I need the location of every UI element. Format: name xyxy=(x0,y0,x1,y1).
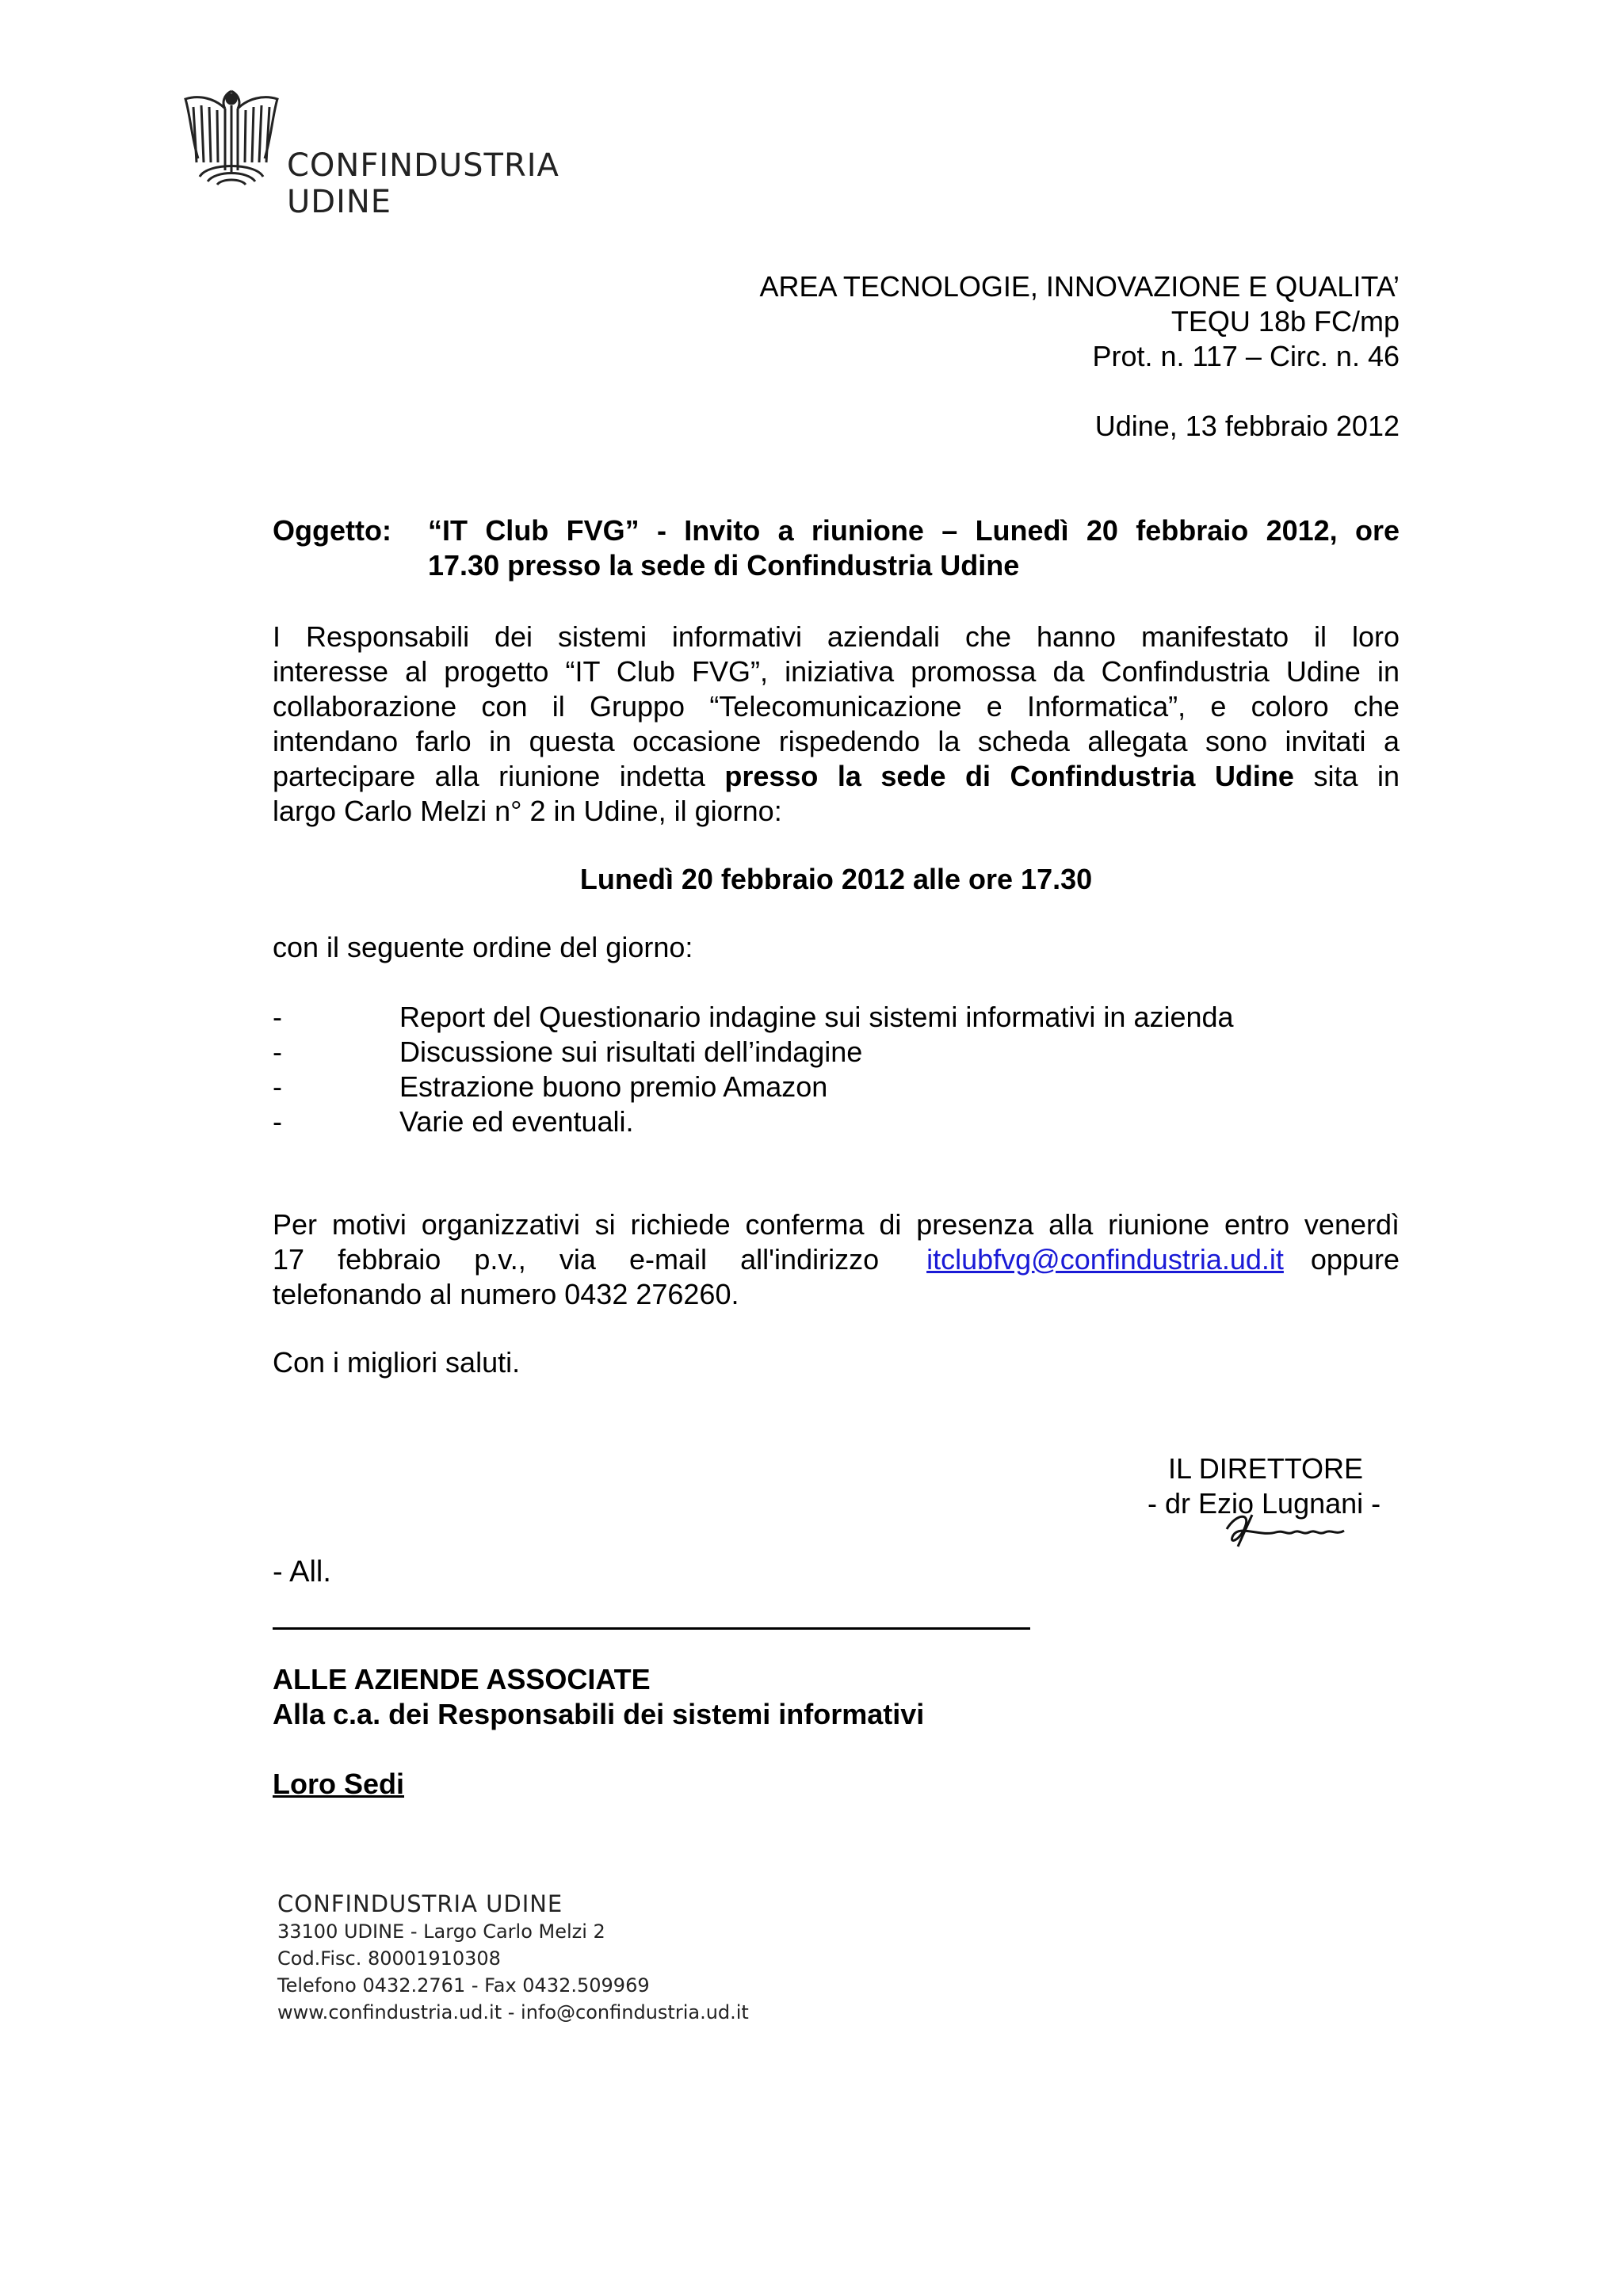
paragraph-line xyxy=(273,759,1400,794)
paragraph-line: largo Carlo Melzi n° 2 in Udine, il giorno: xyxy=(273,795,782,827)
paragraph-line: Per motivi organizzativi si richiede conferma di presenza alla riunione entro venerdì xyxy=(273,1208,1400,1241)
letter-date: Udine, 13 febbraio 2012 xyxy=(1094,410,1400,442)
agenda-bullet: - xyxy=(273,1035,282,1068)
divider-line xyxy=(273,1627,1030,1630)
footer-web: www.confindustria.ud.it - info@confindustria.ud.it xyxy=(277,2001,749,2023)
subject-line-2: 17.30 presso la sede di Confindustria Udine xyxy=(428,549,1020,582)
agenda-item: Report del Questionario indagine sui sistemi informativi in azienda xyxy=(399,1001,1234,1033)
paragraph-line: intendano farlo in questa occasione rispedendo la scheda allegata sono invitati a xyxy=(273,725,1400,757)
paragraph-line: interesse al progetto “IT Club FVG”, iniziativa promossa da Confindustria Udine in xyxy=(273,655,1400,688)
email-link[interactable]: itclubfvg@confindustria.ud.it xyxy=(926,1243,1284,1276)
meeting-date: Lunedì 20 febbraio 2012 alle ore 17.30 xyxy=(579,863,1093,895)
handwritten-signature xyxy=(1220,1505,1363,1553)
subject-line-1: “IT Club FVG” - Invito a riunione – Lunedì 20 febbraio 2012, ore xyxy=(428,514,1400,547)
recipients-location: Loro Sedi xyxy=(273,1768,405,1800)
eagle-emblem-icon xyxy=(176,83,287,194)
agenda-bullet: - xyxy=(273,1105,282,1138)
signature-name: - dr Ezio Lugnani - xyxy=(1148,1487,1381,1520)
paragraph-line xyxy=(273,1242,1400,1277)
footer-fiscal-code: Cod.Fisc. 80001910308 xyxy=(277,1947,501,1970)
subject-label: Oggetto: xyxy=(273,514,391,547)
paragraph-text: oppure xyxy=(1310,1243,1400,1276)
area-label: AREA TECNOLOGIE, INNOVAZIONE E QUALITA’ xyxy=(759,270,1400,303)
recipients-line: Alla c.a. dei Responsabili dei sistemi informativi xyxy=(273,1698,925,1730)
paragraph-line: telefonando al numero 0432 276260. xyxy=(273,1278,739,1310)
paragraph-text: partecipare alla riunione indetta xyxy=(273,760,725,792)
paragraph-line: collaborazione con il Gruppo “Telecomunicazione e Informatica”, e coloro che xyxy=(273,690,1400,723)
paragraph-text: 17 febbraio p.v., via e-mail all'indirizzo xyxy=(273,1243,880,1276)
attachment-note: - All. xyxy=(273,1555,331,1589)
agenda-item: Estrazione buono premio Amazon xyxy=(399,1070,828,1103)
agenda-item: Discussione sui risultati dell’indagine xyxy=(399,1035,863,1068)
agenda-intro: con il seguente ordine del giorno: xyxy=(273,931,693,963)
agenda-item: Varie ed eventuali. xyxy=(399,1105,634,1138)
agenda-bullet: - xyxy=(273,1070,282,1103)
logo-text: CONFINDUSTRIA UDINE xyxy=(287,147,559,220)
footer-org: CONFINDUSTRIA UDINE xyxy=(277,1890,563,1917)
logo xyxy=(176,79,667,220)
paragraph-bold-location: presso la sede di Confindustria Udine xyxy=(724,760,1294,792)
closing-greeting: Con i migliori saluti. xyxy=(273,1346,521,1379)
protocol-number: Prot. n. 117 – Circ. n. 46 xyxy=(1092,340,1400,372)
footer-phone: Telefono 0432.2761 - Fax 0432.509969 xyxy=(277,1974,650,1997)
signature-title: IL DIRETTORE xyxy=(1168,1452,1364,1485)
document-code: TEQU 18b FC/mp xyxy=(1170,305,1400,338)
paragraph-text: sita in xyxy=(1293,760,1400,792)
paragraph-line: I Responsabili dei sistemi informativi aziendali che hanno manifestato il loro xyxy=(273,620,1400,653)
recipients-line: ALLE AZIENDE ASSOCIATE xyxy=(273,1663,651,1695)
footer-address: 33100 UDINE - Largo Carlo Melzi 2 xyxy=(277,1920,605,1943)
agenda-bullet: - xyxy=(273,1001,282,1033)
